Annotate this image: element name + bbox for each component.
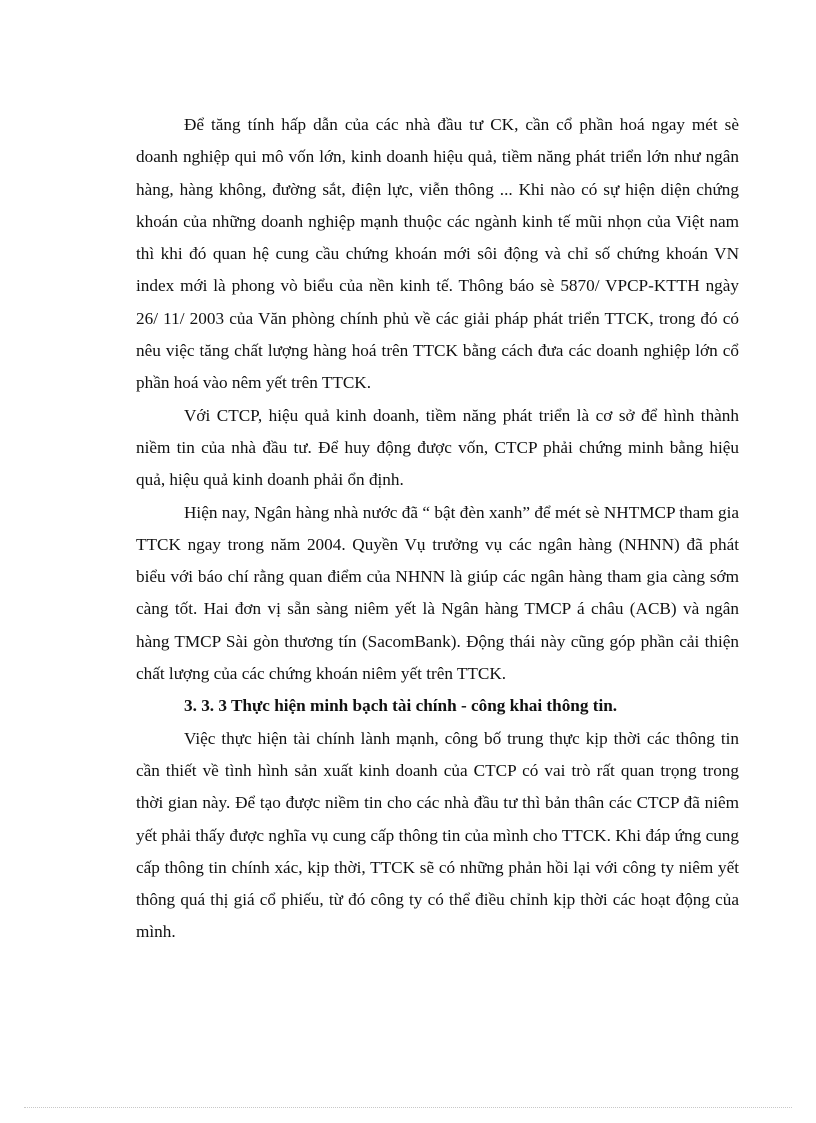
paragraph-transparency: Việc thực hiện tài chính lành mạnh, công bố trung thực kịp thời các thông tin cần thiết về tình hình sản xuất kinh doanh của CTCP có vai trò rất quan trọng trong thời gian này. Để tạo được niềm tin cho các nhà đầu tư thì bản thân các CTCP đã niêm yết phải thấy được nghĩa vụ cung cấp thông tin của mình cho TTCK. Khi đáp ứng cung cấp thông tin chính xác, kịp thời, TTCK sẽ có những phản hồi lại với công ty niêm yết thông quá thị giá cổ phiếu, từ đó công ty có thể điều chỉnh kịp thời các hoạt động của mình. bbox=[136, 728, 739, 942]
section-heading: 3. 3. 3 Thực hiện minh bạch tài chính - công khai thông tin. bbox=[184, 696, 618, 716]
paragraph-banks-listing: Hiện nay, Ngân hàng nhà nước đã “ bật đèn xanh” để mét sè NHTMCP tham gia TTCK ngay trong năm 2004. Quyền Vụ trưởng vụ các ngân hàng (NHNN) đã phát biểu với báo chí rằng quan điểm của NHNN là giúp các ngân hàng tham gia càng sớm càng tốt. Hai đơn vị sẵn sàng niêm yết là Ngân hàng TMCP á châu (ACB) và ngân hàng TMCP Sài gòn thương tín (SacomBank). Động thái này cũng góp phần cải thiện chất lượng của các chứng khoán niêm yết trên TTCK. bbox=[136, 502, 739, 684]
footer-dotted-rule bbox=[24, 1107, 792, 1108]
paragraph-ctcp-trust: Với CTCP, hiệu quả kinh doanh, tiềm năng phát triển là cơ sở để hình thành niềm tin của nhà đầu tư. Để huy động được vốn, CTCP phải chứng minh bằng hiệu quả, hiệu quả kinh doanh phải ổn định. bbox=[136, 405, 739, 490]
paragraph-equitization: Để tăng tính hấp dẫn của các nhà đầu tư CK, cần cổ phần hoá ngay mét sè doanh nghiệp qui mô vốn lớn, kinh doanh hiệu quả, tiềm năng phát triển lớn như ngân hàng, hàng không, đường sắt, điện lực, viễn thông ... Khi nào có sự hiện diện chứng khoán của những doanh nghiệp mạnh thuộc các ngành kinh tế mũi nhọn của Việt nam thì khi đó quan hệ cung cầu chứng khoán mới sôi động và chỉ số chứng khoán VN index mới là phong vò biểu của nền kinh tế. Thông báo sè 5870/ VPCP-KTTH ngày 26/ 11/ 2003 của Văn phòng chính phủ về các giải pháp phát triển TTCK, trong đó có nêu việc tăng chất lượng hàng hoá trên TTCK bằng cách đưa các doanh nghiệp lớn cổ phần hoá vào nêm yết trên TTCK. bbox=[136, 115, 739, 393]
document-body bbox=[136, 109, 739, 949]
